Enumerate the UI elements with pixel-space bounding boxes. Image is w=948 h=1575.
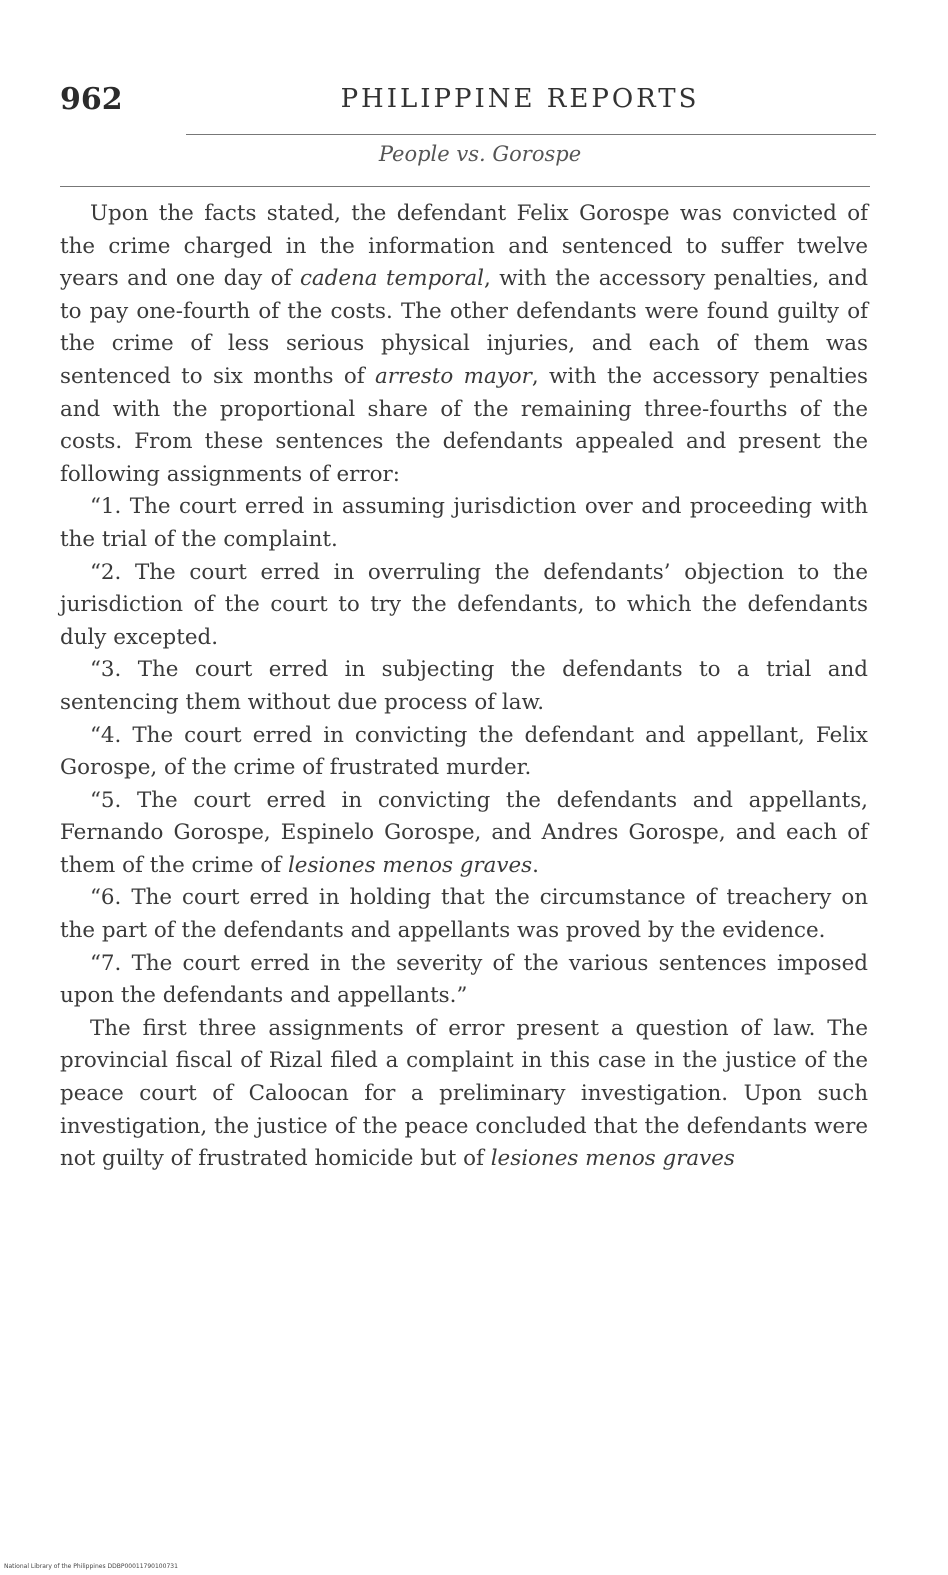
assignment-of-error-1: “1. The court erred in assuming jurisdiction over and proceeding with the trial of the complaint.: [60, 494, 868, 552]
assignment-of-error-2: “2. The court erred in overruling the defendants’ objection to the jurisdiction of the court to try the defendants, to which the defendants duly excepted.: [60, 559, 868, 650]
latin-term: arresto mayor: [375, 363, 532, 389]
latin-term: lesiones menos graves: [287, 852, 533, 878]
page-number: 962: [60, 82, 123, 117]
assignment-of-error-7: “7. The court erred in the severity of the various sentences imposed upon the defendants and appellants.”: [60, 950, 868, 1009]
header-rule-top: [186, 134, 876, 135]
footer-note: National Library of the Philippines DDBP00011790100731: [4, 1563, 178, 1570]
assignment-of-error-5: “5. The court erred in convicting the defendants and appellants, Fernando Gorospe, Espinelo Gorospe, and Andres Gorospe, and each of them of the crime of lesiones menos graves.: [60, 787, 868, 878]
assignment-of-error-6: “6. The court erred in holding that the circumstance of treachery on the part of the defendants and appellants was proved by the evidence.: [60, 885, 868, 944]
assignment-of-error-3: “3. The court erred in subjecting the defendants to a trial and sentencing them without due process of law.: [60, 657, 868, 715]
header-rule-bottom: [60, 186, 870, 187]
paragraph-facts: Upon the facts stated, the defendant Felix Gorospe was convicted of the crime charged in the information and sentenced to suffer twelve years and one day of cadena temporal, with the accessory penalties, and to pay one-fourth of the costs. The other defendants were found guilty of the crime of less serious physical injuries, and each of them was sentenced to six months of arresto mayor, with the accessory penalties and with the proportional share of the remaining three-fourths of the costs. From these sentences the defendants appealed and present the following assignments of error:: [60, 201, 869, 487]
running-head: PHILIPPINE REPORTS: [340, 84, 700, 114]
case-title: People vs. Gorospe: [378, 142, 582, 166]
paragraph-discussion: The first three assignments of error present a question of law. The provincial fiscal of Rizal filed a complaint in this case in the justice of the peace court of Caloocan for a preliminary investigation. Upon such investigation, the justice of the peace concluded that the defendants were not guilty of frustrated homicide but of lesiones menos graves: [60, 1015, 868, 1172]
latin-term: lesiones menos graves: [490, 1146, 735, 1172]
latin-term: cadena temporal: [299, 266, 484, 292]
assignment-of-error-4: “4. The court erred in convicting the defendant and appellant, Felix Gorospe, of the crime of frustrated murder.: [60, 722, 868, 781]
body-text: [60, 198, 868, 1176]
